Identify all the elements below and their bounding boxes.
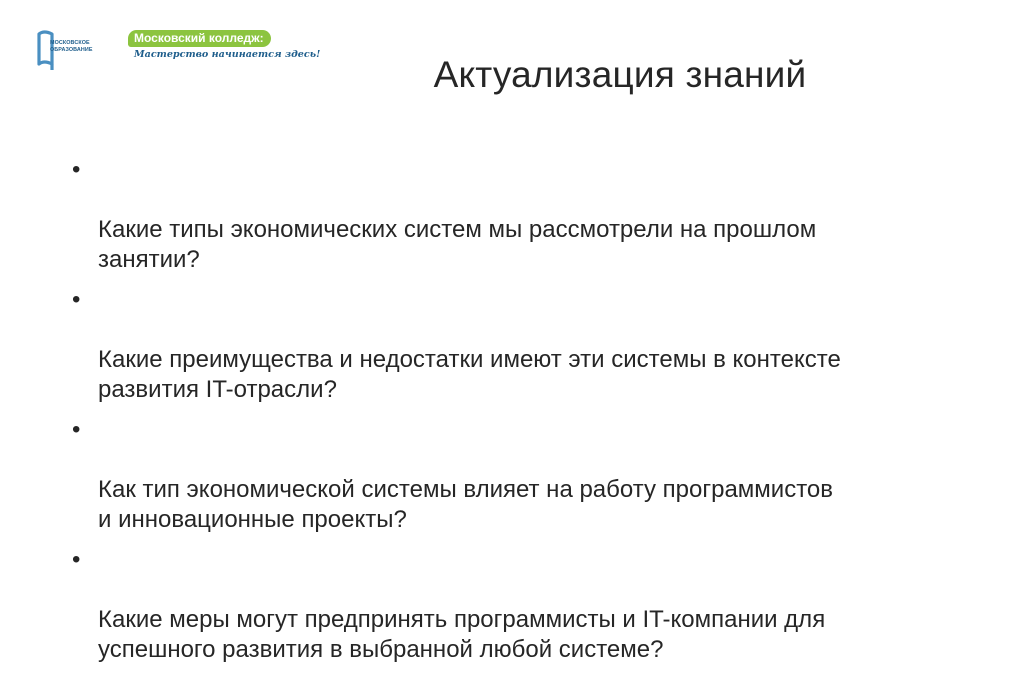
slide-title: Актуализация знаний <box>433 54 807 95</box>
bullet-item <box>72 155 972 275</box>
moscow-college-logo <box>128 30 321 64</box>
moscow-education-logo <box>36 30 106 72</box>
moscow-education-logo-text: МОСКОВСКОЕ ОБРАЗОВАНИЕ <box>50 40 93 53</box>
bullet-item <box>72 285 972 405</box>
bullet-dot: • <box>72 286 81 313</box>
bullet-text: Какие типы экономических систем мы рассмотрели на прошлом занятии? <box>98 216 817 273</box>
bullet-item <box>72 545 972 665</box>
bullet-dot: • <box>72 156 81 183</box>
bullet-text: Как тип экономической системы влияет на работу программистов и инновационные проекты? <box>98 476 834 533</box>
bullet-text: Какие преимущества и недостатки имеют эти системы в контексте развития IT-отрасли? <box>98 346 841 403</box>
bullet-dot: • <box>72 416 81 443</box>
moscow-college-logo-name: Московский колледж: <box>128 30 271 47</box>
bullet-item <box>72 415 972 535</box>
moscow-college-logo-slogan: Мастерство начинается здесь! <box>134 49 321 60</box>
bullet-list <box>72 155 972 675</box>
bullet-dot: • <box>72 546 81 573</box>
bullet-text: Какие меры могут предпринять программисты и IT-компании для успешного развития в выбранной любой системе? <box>98 606 826 663</box>
